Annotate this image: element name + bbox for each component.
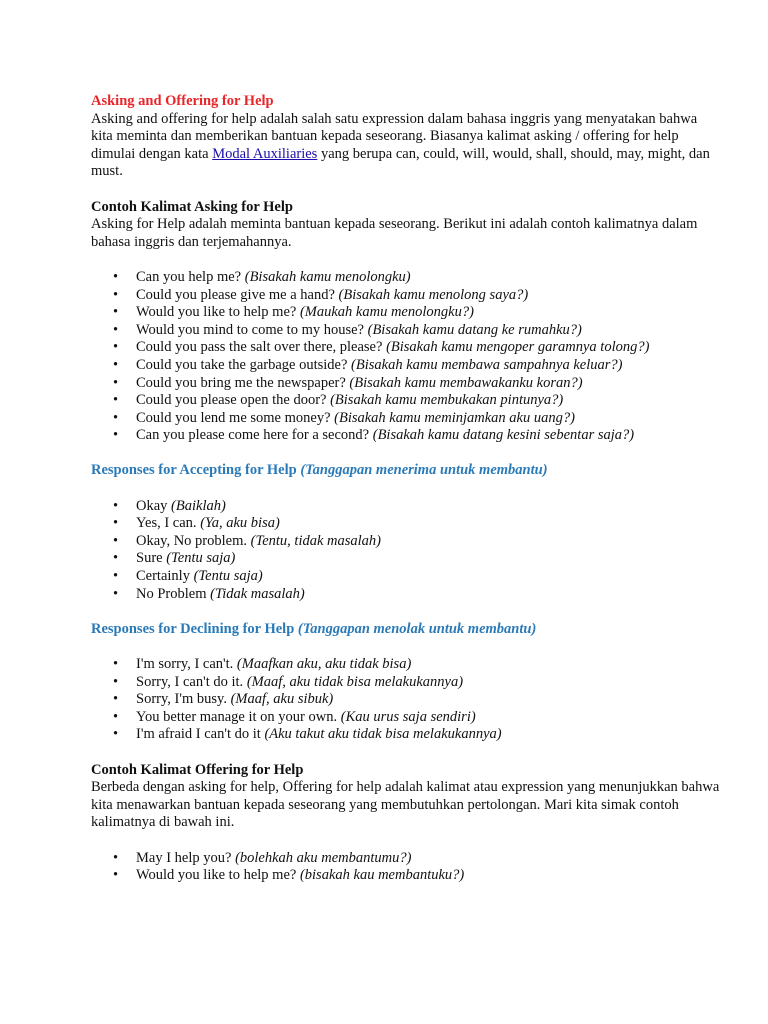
list-item [91,867,721,885]
list-item-english: Could you please open the door? [136,392,331,409]
list-item [91,304,721,322]
offering-list [91,850,721,885]
list-item-translation: (Bisakah kamu datang ke rumahku?) [367,321,582,338]
list-item-english: Would you like to help me? [136,304,300,321]
intro-text-before-link: Asking and offering for help adalah salah satu expression dalam bahasa inggris yang menyatakan bahwa kita meminta dan memberikan bantuan kepada seseorang. Biasanya kalimat asking / offering for help dimulai dengan kata [91,110,698,162]
list-item-translation: (Baiklah) [171,497,226,514]
list-item-translation: (bolehkah aku membantumu?) [235,849,412,866]
list-item [91,691,721,709]
list-item-english: You better manage it on your own. [136,708,341,725]
list-item-translation: (Maaf, aku sibuk) [230,691,334,708]
list-item-english: Can you please come here for a second? [136,427,373,444]
modal-auxiliaries-link[interactable]: Modal Auxiliaries [212,145,318,162]
list-item-translation: (Bisakah kamu membukakan pintunya?) [330,392,564,409]
list-item [91,850,721,868]
list-item-english: Could you please give me a hand? [136,286,339,303]
heading-declining-text: Responses for Declining for Help [91,620,298,637]
heading-asking-examples: Contoh Kalimat Asking for Help [91,198,293,215]
heading-declining [91,621,721,639]
list-item-english: I'm afraid I can't do it [136,726,265,743]
list-item-english: Can you help me? [136,268,245,285]
list-item-translation: (Bisakah kamu membawakanku koran?) [349,374,583,391]
list-item-translation: (Bisakah kamu menolongku) [244,268,411,285]
accepting-list [91,498,721,604]
asking-paragraph: Asking for Help adalah meminta bantuan kepada seseorang. Berikut ini adalah contoh kalimatnya dalam bahasa inggris dan terjemahannya. [91,216,698,250]
list-item [91,726,721,744]
list-item-english: Could you lend me some money? [136,409,335,426]
heading-accepting [91,462,721,480]
list-item [91,269,721,287]
list-item [91,498,721,516]
asking-list [91,269,721,445]
list-item-english: Sorry, I can't do it. [136,673,247,690]
list-item-translation: (Tentu saja) [166,550,236,567]
list-item-translation: (Tidak masalah) [210,585,305,602]
list-item [91,656,721,674]
list-item [91,357,721,375]
list-item-translation: (Tentu, tidak masalah) [250,532,382,549]
list-item-english: Yes, I can. [136,515,201,532]
intro-paragraph [91,111,721,181]
list-item-translation: (Maafkan aku, aku tidak bisa) [236,656,412,672]
list-item-translation: (Tentu saja) [193,568,263,585]
list-item-english: No Problem [136,585,211,602]
list-item [91,427,721,445]
list-item [91,375,721,393]
list-item [91,674,721,692]
heading-asking-offering: Asking and Offering for Help [91,93,274,109]
declining-list [91,656,721,744]
list-item [91,392,721,410]
list-item-english: May I help you? [136,849,236,866]
list-item [91,287,721,305]
list-item-translation: (Kau urus saja sendiri) [340,708,476,725]
list-item-translation: (Aku takut aku tidak bisa melakukannya) [264,726,502,743]
list-item [91,568,721,586]
list-item-translation: (Maukah kamu menolongku?) [299,304,474,321]
intro-text-after-link: yang berupa can, could, will, would, shall, should, may, might, dan must. [91,145,710,180]
list-item-translation: (Ya, aku bisa) [200,515,280,532]
heading-offering-examples: Contoh Kalimat Offering for Help [91,761,304,778]
list-item-translation: (Bisakah kamu datang kesini sebentar saja?) [372,427,635,444]
list-item-english: Would you mind to come to my house? [136,321,368,338]
heading-declining-translation: (Tanggapan menolak untuk membantu) [297,620,537,637]
list-item-translation: (Bisakah kamu menolong saya?) [338,286,529,303]
list-item [91,339,721,357]
list-item-english: Would you like to help me? [136,867,300,884]
list-item-english: Could you bring me the newspaper? [136,374,350,391]
offering-paragraph: Berbeda dengan asking for help, Offering for help adalah kalimat atau expression yang menunjukkan bahwa kita menawarkan bantuan kepada seseorang yang membutuhkan pertolongan. Mari kita simak contoh kalimatnya di bawah ini. [91,779,720,831]
list-item-english: Okay, No problem. [136,532,251,549]
list-item-translation: (Bisakah kamu membawa sampahnya keluar?) [351,356,623,373]
heading-accepting-translation: (Tanggapan menerima untuk membantu) [300,462,548,479]
list-item [91,533,721,551]
list-item [91,515,721,533]
list-item-english: Could you take the garbage outside? [136,356,352,373]
document-content [91,93,721,885]
heading-accepting-text: Responses for Accepting for Help [91,462,301,479]
list-item-translation: (Maaf, aku tidak bisa melakukannya) [246,673,464,690]
list-item-translation: (bisakah kau membantuku?) [299,867,465,884]
list-item-english: I'm sorry, I can't. [136,656,237,672]
list-item-english: Certainly [136,568,194,585]
list-item [91,709,721,727]
list-item [91,410,721,428]
list-item-translation: (Bisakah kamu mengoper garamnya tolong?) [386,339,650,356]
list-item-english: Sorry, I'm busy. [136,691,231,708]
list-item-english: Sure [136,550,167,567]
list-item-english: Could you pass the salt over there, please? [136,339,387,356]
list-item-translation: (Bisakah kamu meminjamkan aku uang?) [334,409,575,426]
list-item [91,322,721,340]
list-item [91,586,721,604]
list-item-english: Okay [136,497,172,514]
list-item [91,550,721,568]
